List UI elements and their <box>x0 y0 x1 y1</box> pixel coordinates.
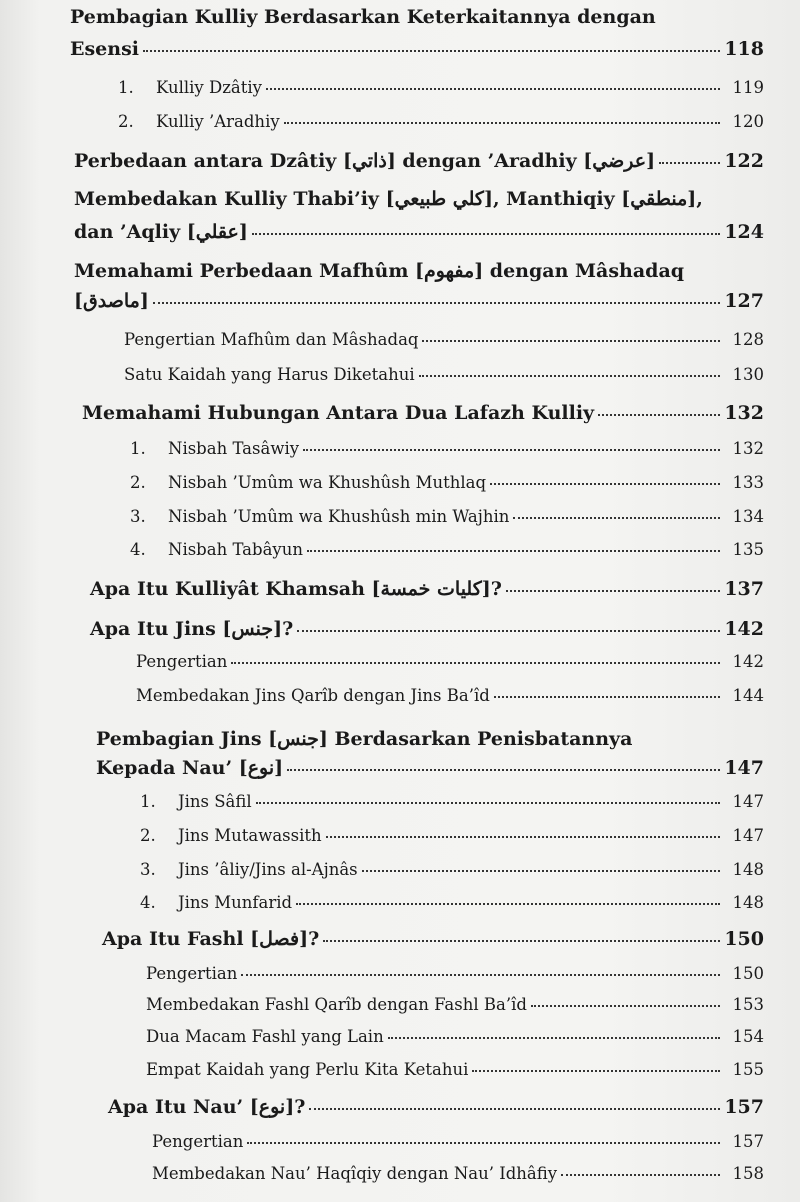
item-number: 1. <box>140 792 156 811</box>
toc-entry <box>108 1096 764 1118</box>
leader-dots <box>490 483 720 485</box>
item-number: 2. <box>140 826 156 845</box>
toc-entry <box>130 473 764 492</box>
leader-dots <box>561 1174 720 1176</box>
toc-label: Jins Sâfil <box>178 792 252 811</box>
leader-dots <box>153 302 720 304</box>
item-number: 3. <box>140 860 156 879</box>
leader-dots <box>284 122 720 124</box>
leader-dots <box>256 802 720 804</box>
toc-heading-line1: Pembagian Jins [جنس] Berdasarkan Penisbatannya <box>96 728 633 750</box>
toc-entry <box>90 618 764 640</box>
page-number: 142 <box>724 618 764 640</box>
leader-dots <box>143 50 720 52</box>
page-number: 147 <box>732 792 764 811</box>
item-number: 3. <box>130 507 146 526</box>
page-number: 118 <box>724 38 764 60</box>
toc-label: Nisbah ’Umûm wa Khushûsh Muthlaq <box>168 473 487 492</box>
toc-label: Kulliy Dzâtiy <box>156 78 262 97</box>
toc-entry <box>140 792 764 811</box>
page-number: 124 <box>724 221 764 243</box>
toc-label: Dua Macam Fashl yang Lain <box>146 1027 384 1046</box>
leader-dots <box>506 590 720 592</box>
leader-dots <box>598 414 720 416</box>
page-number: 147 <box>732 826 764 845</box>
page-number: 158 <box>732 1164 764 1183</box>
toc-heading: Memahami Hubungan Antara Dua Lafazh Kulliy <box>82 402 595 424</box>
page-number: 122 <box>724 150 764 172</box>
toc-entry <box>124 365 764 384</box>
toc-entry <box>90 578 764 600</box>
page-number: 133 <box>732 473 764 492</box>
toc-heading-line2: dan ’Aqliy [عقلي] <box>74 221 248 243</box>
leader-dots <box>231 662 720 664</box>
leader-dots <box>307 550 720 552</box>
page-number: 142 <box>732 652 764 671</box>
toc-entry <box>146 1027 764 1046</box>
toc-entry <box>70 38 764 60</box>
leader-dots <box>659 162 720 164</box>
leader-dots <box>422 340 720 342</box>
page-number: 157 <box>732 1132 764 1151</box>
toc-heading: Apa Itu Kulliyât Khamsah [كليات خمسة]? <box>90 578 502 600</box>
toc-entry <box>74 150 764 172</box>
item-number: 1. <box>118 78 134 97</box>
toc-heading-line1: Membedakan Kulliy Thabi’iy [كلي طبيعي], Manthiqiy [منطقي], <box>74 188 703 210</box>
page-number: 148 <box>732 893 764 912</box>
leader-dots <box>362 870 720 872</box>
toc-label: Kulliy ’Aradhiy <box>156 112 280 131</box>
page-number: 127 <box>724 290 764 312</box>
leader-dots <box>323 940 720 942</box>
page-number: 157 <box>724 1096 764 1118</box>
toc-label: Membedakan Nau’ Haqîqiy dengan Nau’ Idhâfiy <box>152 1164 558 1183</box>
page-number: 147 <box>724 757 764 779</box>
toc-entry <box>146 964 764 983</box>
toc-entry <box>146 1060 764 1079</box>
leader-dots <box>241 974 720 976</box>
toc-entry <box>130 507 764 526</box>
toc-label: Membedakan Fashl Qarîb dengan Fashl Ba’îd <box>146 995 527 1014</box>
toc-label: Pengertian <box>146 964 238 983</box>
toc-label: Empat Kaidah yang Perlu Kita Ketahui <box>146 1060 469 1079</box>
toc-label: Pengertian <box>136 652 228 671</box>
toc-label: Nisbah Tabâyun <box>168 540 303 559</box>
toc-heading-line2: Kepada Nau’ [نوع] <box>96 757 284 779</box>
leader-dots <box>531 1005 720 1007</box>
item-number: 4. <box>140 893 156 912</box>
page-number: 134 <box>732 507 764 526</box>
leader-dots <box>388 1037 720 1039</box>
toc-label: Satu Kaidah yang Harus Diketahui <box>124 365 415 384</box>
page-number: 150 <box>724 928 764 950</box>
toc-entry <box>152 1132 764 1151</box>
toc-heading-line1: Pembagian Kulliy Berdasarkan Keterkaitannya dengan <box>70 6 656 28</box>
leader-dots <box>247 1142 720 1144</box>
leader-dots <box>494 696 720 698</box>
page-number: 120 <box>732 112 764 131</box>
leader-dots <box>287 769 720 771</box>
toc-label: Nisbah ’Umûm wa Khushûsh min Wajhin <box>168 507 510 526</box>
item-number: 2. <box>118 112 134 131</box>
page-number: 135 <box>732 540 764 559</box>
leader-dots <box>297 630 720 632</box>
toc-heading: Apa Itu Jins [جنس]? <box>90 618 294 640</box>
toc-entry <box>96 757 764 779</box>
toc-entry <box>146 995 764 1014</box>
toc-label: Membedakan Jins Qarîb dengan Jins Ba’îd <box>136 686 490 705</box>
toc-heading-line1: Memahami Perbedaan Mafhûm [مفهوم] dengan Mâshadaq <box>74 260 685 282</box>
toc-heading-line2: [ماصدق] <box>74 290 149 312</box>
item-number: 2. <box>130 473 146 492</box>
toc-entry <box>82 402 764 424</box>
item-number: 4. <box>130 540 146 559</box>
toc-label: Jins ’âliy/Jins al-Ajnâs <box>178 860 358 879</box>
toc-entry <box>152 1164 764 1183</box>
toc-entry <box>74 221 764 243</box>
toc-heading: Apa Itu Nau’ [نوع]? <box>108 1096 306 1118</box>
leader-dots <box>296 903 720 905</box>
toc-heading: Apa Itu Fashl [فصل]? <box>102 928 320 950</box>
leader-dots <box>252 233 720 235</box>
page-number: 137 <box>724 578 764 600</box>
leader-dots <box>303 449 720 451</box>
toc-entry <box>118 78 764 97</box>
page-number: 132 <box>732 439 764 458</box>
toc-entry <box>102 928 764 950</box>
toc-label: Jins Munfarid <box>178 893 293 912</box>
leader-dots <box>513 517 720 519</box>
toc-entry <box>130 439 764 458</box>
toc-entry <box>136 686 764 705</box>
page-number: 153 <box>732 995 764 1014</box>
page-number: 119 <box>732 78 764 97</box>
leader-dots <box>326 836 720 838</box>
toc-label: Nisbah Tasâwiy <box>168 439 300 458</box>
toc-entry <box>140 860 764 879</box>
toc-entry <box>124 330 764 349</box>
leader-dots <box>266 88 720 90</box>
page-number: 132 <box>724 402 764 424</box>
page-number: 150 <box>732 964 764 983</box>
page-number: 144 <box>732 686 764 705</box>
page-number: 155 <box>732 1060 764 1079</box>
page-number: 128 <box>732 330 764 349</box>
toc-entry <box>130 540 764 559</box>
toc-label: Jins Mutawassith <box>178 826 322 845</box>
toc-label: Pengertian <box>152 1132 244 1151</box>
toc-entry <box>140 893 764 912</box>
toc-heading: Perbedaan antara Dzâtiy [ذاتي] dengan ’Aradhiy [عرضي] <box>74 150 656 172</box>
page-number: 154 <box>732 1027 764 1046</box>
leader-dots <box>419 375 720 377</box>
item-number: 1. <box>130 439 146 458</box>
toc-entry <box>74 290 764 312</box>
leader-dots <box>309 1108 720 1110</box>
leader-dots <box>472 1070 720 1072</box>
toc-entry <box>140 826 764 845</box>
toc-heading-line2: Esensi <box>70 38 139 60</box>
page-number: 130 <box>732 365 764 384</box>
toc-entry <box>118 112 764 131</box>
toc-entry <box>136 652 764 671</box>
toc-label: Pengertian Mafhûm dan Mâshadaq <box>124 330 419 349</box>
page-number: 148 <box>732 860 764 879</box>
